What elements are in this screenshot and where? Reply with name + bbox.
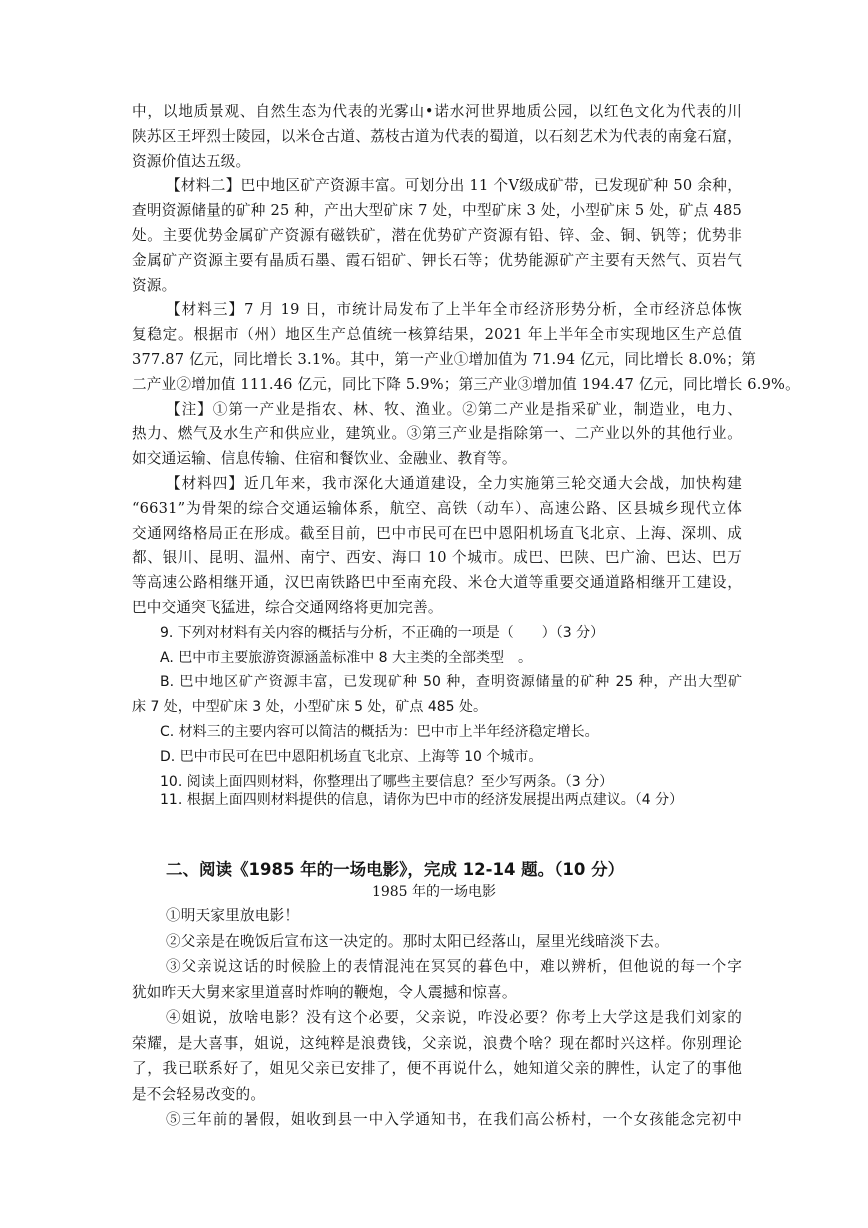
story-paragraph-cont: 犹如昨天大舅来家里道喜时炸响的鞭炮，令人震撼和惊喜。 xyxy=(132,983,517,1001)
question-9-option-c: C. 材料三的主要内容可以简洁的概括为：巴中市上半年经济稳定增长。 xyxy=(160,724,599,740)
material1-line: 中，以地质景观、自然生态为代表的光雾山•诺水河世界地质公园，以红色文化为代表的川 xyxy=(132,103,742,120)
material4-line: 交通网络格局正在形成。截至目前，巴中市民可在巴中恩阳机场直飞北京、上海、深圳、成 xyxy=(132,524,742,542)
story-paragraph-cont: ⑤三年前的暑假，姐收到县一中入学通知书，在我们高公桥村，一个女孩能念完初中 xyxy=(166,1111,742,1128)
story-paragraph-cont: 了，我已联系好了，姐见父亲已安排了，便不再说什么，她知道父亲的脾性，认定了的事他 xyxy=(132,1060,742,1077)
story-paragraph: ③父亲说这话的时候脸上的表情混沌在冥冥的暮色中，难以辨析，但他说的每一个字 xyxy=(166,958,742,975)
material1-line: 陕苏区王坪烈士陵园，以米仓古道、荔枝古道为代表的蜀道，以石刻艺术为代表的南龛石窟， xyxy=(132,127,742,145)
story-title: 1985 年的一场电影 xyxy=(371,884,497,900)
question-9-option-a: A. 巴中市主要旅游资源涵盖标准中 8 大主类的全部类型 。 xyxy=(160,649,533,666)
material2-line: 处。主要优势金属矿产资源有磁铁矿，潜在优势矿产资源有铅、锌、金、铜、钒等；优势非 xyxy=(132,227,742,244)
material2-line: 【材料二】巴中地区矿产资源丰富。可划分出 11 个Ⅴ级成矿带，已发现矿种 50 余种， xyxy=(166,177,742,195)
question-11: 11. 根据上面四则材料提供的信息，请你为巴中市的经济发展提出两点建议。（4 分） xyxy=(160,792,684,808)
question-9-option-b: B. 巴中地区矿产资源丰富，已发现矿种 50 种，查明资源储量的矿种 25 种，产出大型矿 xyxy=(160,674,742,691)
note-line: 热力、燃气及水生产和供应业，建筑业。③第三产业是指除第一、二产业以外的其他行业。 xyxy=(132,425,742,443)
material2-line: 资源。 xyxy=(132,276,177,294)
material3-line: 二产业②增加值 111.46 亿元，同比下降 5.9%；第三产业③增加值 194.47 亿元，同比增长 6.9%。 xyxy=(132,375,800,393)
material3-line: 【材料三】7 月 19 日，市统计局发布了上半年全市经济形势分析，全市经济总体恢 xyxy=(166,301,742,319)
material1-line: 资源价值达五级。 xyxy=(132,152,251,170)
material4-line: “6631”为骨架的综合交通运输体系，航空、高铁（动车）、高速公路、区县城乡现代立体 xyxy=(132,499,742,517)
material2-line: 查明资源储量的矿种 25 种，产出大型矿床 7 处，中型矿床 3 处，小型矿床 5 处，矿点 485 xyxy=(132,202,742,220)
material3-line: 377.87 亿元，同比增长 3.1%。其中，第一产业①增加值为 71.94 亿元，同比增长 8.0%；第 xyxy=(132,351,757,368)
section-heading: 二、阅读《1985 年的一场电影》，完成 12-14 题。（10 分） xyxy=(166,860,625,879)
question-9-option-d: D. 巴中市民可在巴中恩阳机场直飞北京、上海等 10 个城市。 xyxy=(160,748,543,765)
material2-line: 金属矿产资源主要有晶质石墨、霞石铝矿、钾长石等；优势能源矿产主要有天然气、页岩气 xyxy=(132,251,742,269)
material4-line: 等高速公路相继开通，汉巴南铁路巴中至南充段、米仓大道等重要交通道路相继开工建设， xyxy=(132,574,742,592)
material3-line: 复稳定。根据市（州）地区生产总值统一核算结果，2021 年上半年全市实现地区生产总值 xyxy=(132,326,742,344)
material4-line: 【材料四】近几年来，我市深化大通道建设，全力实施第三轮交通大会战，加快构建 xyxy=(166,475,742,492)
question-9-stem: 9. 下列对材料有关内容的概括与分析，不正确的一项是（ ）（3 分） xyxy=(160,624,605,641)
story-paragraph-cont: 荣耀，是大喜事，姐说，这纯粹是浪费钱，父亲说，浪费个啥？现在都时兴这样。你别理论 xyxy=(132,1034,742,1052)
question-10: 10. 阅读上面四则材料，你整理出了哪些主要信息？至少写两条。（3 分） xyxy=(160,773,614,790)
story-paragraph-cont: 是不会轻易改变的。 xyxy=(132,1085,266,1103)
story-paragraph: ④姐说，放啥电影？没有这个必要，父亲说，咋没必要？你考上大学这是我们刘家的 xyxy=(166,1009,742,1026)
question-9-option-b-cont: 床 7 处，中型矿床 3 处，小型矿床 5 处，矿点 485 处。 xyxy=(132,699,488,716)
material4-line: 都、银川、昆明、温州、南宁、西安、海口 10 个城市。成巴、巴陕、巴广渝、巴达、巴万 xyxy=(132,549,742,567)
note-line: 如交通运输、信息传输、住宿和餐饮业、金融业、教育等。 xyxy=(132,450,517,468)
story-paragraph: ②父亲是在晚饭后宣布这一决定的。那时太阳已经落山，屋里光线暗淡下去。 xyxy=(166,932,669,950)
material4-line: 巴中交通突飞猛进，综合交通网络将更加完善。 xyxy=(132,599,443,616)
note-line: 【注】①第一产业是指农、林、牧、渔业。②第二产业是指采矿业，制造业，电力、 xyxy=(166,400,742,418)
story-paragraph: ①明天家里放电影！ xyxy=(166,907,300,924)
